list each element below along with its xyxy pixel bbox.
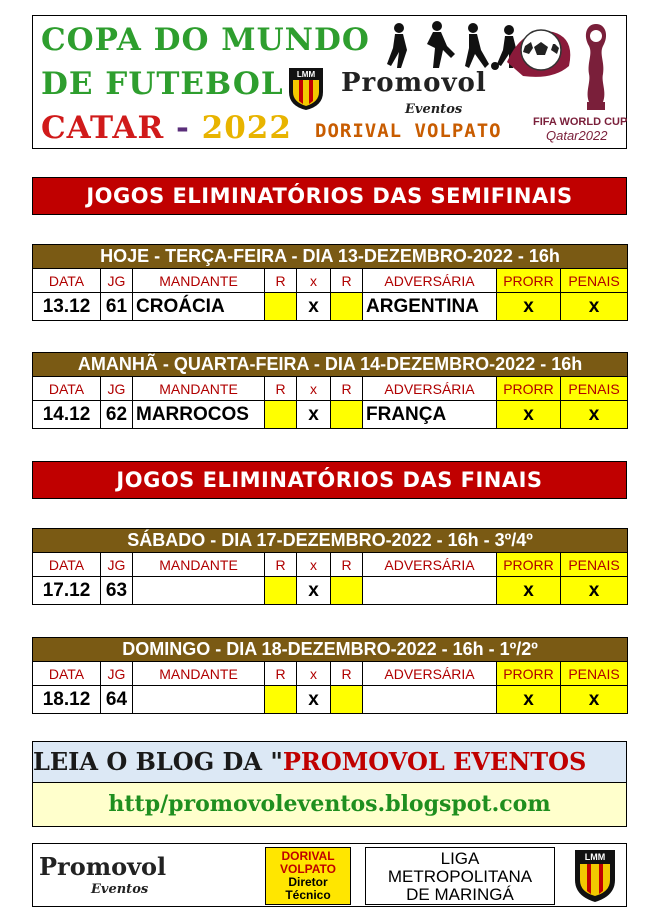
col-data: DATA (33, 553, 101, 577)
cell-score-home[interactable] (265, 401, 297, 429)
blog-invite-prefix: LEIA O BLOG DA " (33, 747, 283, 776)
cell-x: x (297, 577, 331, 605)
col-prorr: PRORR (497, 377, 561, 401)
col-prorr: PRORR (497, 553, 561, 577)
cell-score-away[interactable] (331, 577, 363, 605)
world-cup-trophy-icon (581, 22, 611, 114)
cell-adversaria[interactable] (363, 686, 497, 714)
col-r1: R (265, 269, 297, 293)
footer-promovol-sub: Eventos (91, 882, 149, 897)
cell-adversaria[interactable] (363, 577, 497, 605)
qatar-2022-text: Qatar2022 (546, 128, 608, 143)
col-x: x (297, 553, 331, 577)
cell-score-home[interactable] (265, 686, 297, 714)
cell-score-away[interactable] (331, 401, 363, 429)
final-match-1st-place (32, 637, 628, 714)
title-line-1 (41, 22, 370, 58)
cell-penais[interactable]: x (561, 686, 628, 714)
cell-data: 14.12 (33, 401, 101, 429)
footer-liga-line2: METROPOLITANA (387, 867, 533, 886)
blog-banner (32, 741, 627, 827)
cell-mandante: CROÁCIA (133, 293, 265, 321)
col-x: x (297, 662, 331, 686)
cell-mandante: MARROCOS (133, 401, 265, 429)
cell-data: 13.12 (33, 293, 101, 321)
cell-jg: 61 (101, 293, 133, 321)
col-prorr: PRORR (497, 662, 561, 686)
footer-dv-role1: Diretor (288, 875, 328, 889)
col-mandante: MANDANTE (133, 553, 265, 577)
cell-x: x (297, 401, 331, 429)
col-penais: PENAIS (561, 377, 628, 401)
soccer-ball-splash-icon (503, 22, 575, 80)
col-jg: JG (101, 269, 133, 293)
footer-dv-name1: DORIVAL (281, 849, 335, 863)
col-penais: PENAIS (561, 662, 628, 686)
match-heading: DOMINGO - DIA 18-DEZEMBRO-2022 - 16h - 1º/2º (33, 638, 628, 662)
col-jg: JG (101, 377, 133, 401)
cell-mandante[interactable] (133, 577, 265, 605)
blog-url-link[interactable]: http/promovoleventos.blogspot.com (33, 783, 626, 826)
col-x: x (297, 377, 331, 401)
cell-adversaria: ARGENTINA (363, 293, 497, 321)
footer-liga-box (365, 847, 555, 905)
col-r1: R (265, 553, 297, 577)
match-heading: HOJE - TERÇA-FEIRA - DIA 13-DEZEMBRO-2022 - 16h (33, 245, 628, 269)
lmm-badge-icon (287, 66, 325, 112)
col-adversaria: ADVERSÁRIA (363, 377, 497, 401)
dorival-volpato-name: DORIVAL VOLPATO (315, 120, 502, 142)
blog-invite (33, 742, 626, 783)
fifa-world-cup-text: FIFA WORLD CUP (533, 116, 628, 128)
col-prorr: PRORR (497, 269, 561, 293)
col-penais: PENAIS (561, 553, 628, 577)
cell-prorr[interactable]: x (497, 401, 561, 429)
footer-director-box (265, 847, 351, 905)
cell-jg: 63 (101, 577, 133, 605)
cell-score-home[interactable] (265, 577, 297, 605)
cell-x: x (297, 686, 331, 714)
finals-title: JOGOS ELIMINATÓRIOS DAS FINAIS (32, 461, 627, 499)
col-penais: PENAIS (561, 269, 628, 293)
cell-penais[interactable]: x (561, 577, 628, 605)
promovol-logo: Promovol (341, 68, 487, 98)
semifinal-match-1 (32, 244, 628, 321)
cell-data: 18.12 (33, 686, 101, 714)
title-line-2 (41, 66, 284, 102)
col-r2: R (331, 377, 363, 401)
col-mandante: MANDANTE (133, 662, 265, 686)
title-line-3 (41, 110, 292, 146)
cell-score-away[interactable] (331, 293, 363, 321)
match-heading: SÁBADO - DIA 17-DEZEMBRO-2022 - 16h - 3º/4º (33, 529, 628, 553)
title-catar: CATAR (41, 110, 165, 146)
title-copa-do-mundo: COPA DO MUNDO (41, 22, 370, 58)
header-banner (32, 15, 627, 149)
cell-score-home[interactable] (265, 293, 297, 321)
semifinals-title: JOGOS ELIMINATÓRIOS DAS SEMIFINAIS (32, 177, 627, 215)
promovol-eventos-sub: Eventos (405, 102, 463, 117)
cell-prorr[interactable]: x (497, 686, 561, 714)
semifinal-match-2 (32, 352, 628, 429)
footer-promovol-logo: Promovol (39, 852, 167, 881)
col-mandante: MANDANTE (133, 377, 265, 401)
col-data: DATA (33, 269, 101, 293)
col-jg: JG (101, 662, 133, 686)
cell-penais[interactable]: x (561, 401, 628, 429)
col-adversaria: ADVERSÁRIA (363, 269, 497, 293)
cell-score-away[interactable] (331, 686, 363, 714)
col-jg: JG (101, 553, 133, 577)
cell-data: 17.12 (33, 577, 101, 605)
col-r1: R (265, 377, 297, 401)
cell-jg: 64 (101, 686, 133, 714)
cell-penais[interactable]: x (561, 293, 628, 321)
footer-dv-role2: Técnico (285, 888, 331, 902)
col-adversaria: ADVERSÁRIA (363, 553, 497, 577)
footer-dv-name2: VOLPATO (279, 862, 336, 876)
cell-mandante[interactable] (133, 686, 265, 714)
cell-adversaria: FRANÇA (363, 401, 497, 429)
col-r2: R (331, 553, 363, 577)
title-year: 2022 (201, 110, 292, 146)
footer-liga-line3: DE MARINGÁ (406, 885, 514, 904)
col-adversaria: ADVERSÁRIA (363, 662, 497, 686)
lmm-badge-text: LMM (296, 70, 316, 79)
cell-x: x (297, 293, 331, 321)
blog-invite-name: PROMOVOL EVENTOS (282, 747, 587, 776)
title-de-futebol: DE FUTEBOL (41, 66, 284, 102)
col-r2: R (331, 662, 363, 686)
cell-prorr[interactable]: x (497, 577, 561, 605)
match-heading: AMANHÃ - QUARTA-FEIRA - DIA 14-DEZEMBRO-2022 - 16h (33, 353, 628, 377)
footer-lmm-badge-icon (573, 848, 617, 904)
col-data: DATA (33, 377, 101, 401)
col-x: x (297, 269, 331, 293)
footer-badge-text: LMM (584, 852, 606, 862)
footer-liga-line1: LIGA (440, 849, 480, 868)
col-mandante: MANDANTE (133, 269, 265, 293)
title-dash: - (164, 110, 202, 146)
col-r2: R (331, 269, 363, 293)
final-match-3rd-place (32, 528, 628, 605)
col-r1: R (265, 662, 297, 686)
footer-banner (32, 843, 627, 907)
cell-jg: 62 (101, 401, 133, 429)
col-data: DATA (33, 662, 101, 686)
cell-prorr[interactable]: x (497, 293, 561, 321)
